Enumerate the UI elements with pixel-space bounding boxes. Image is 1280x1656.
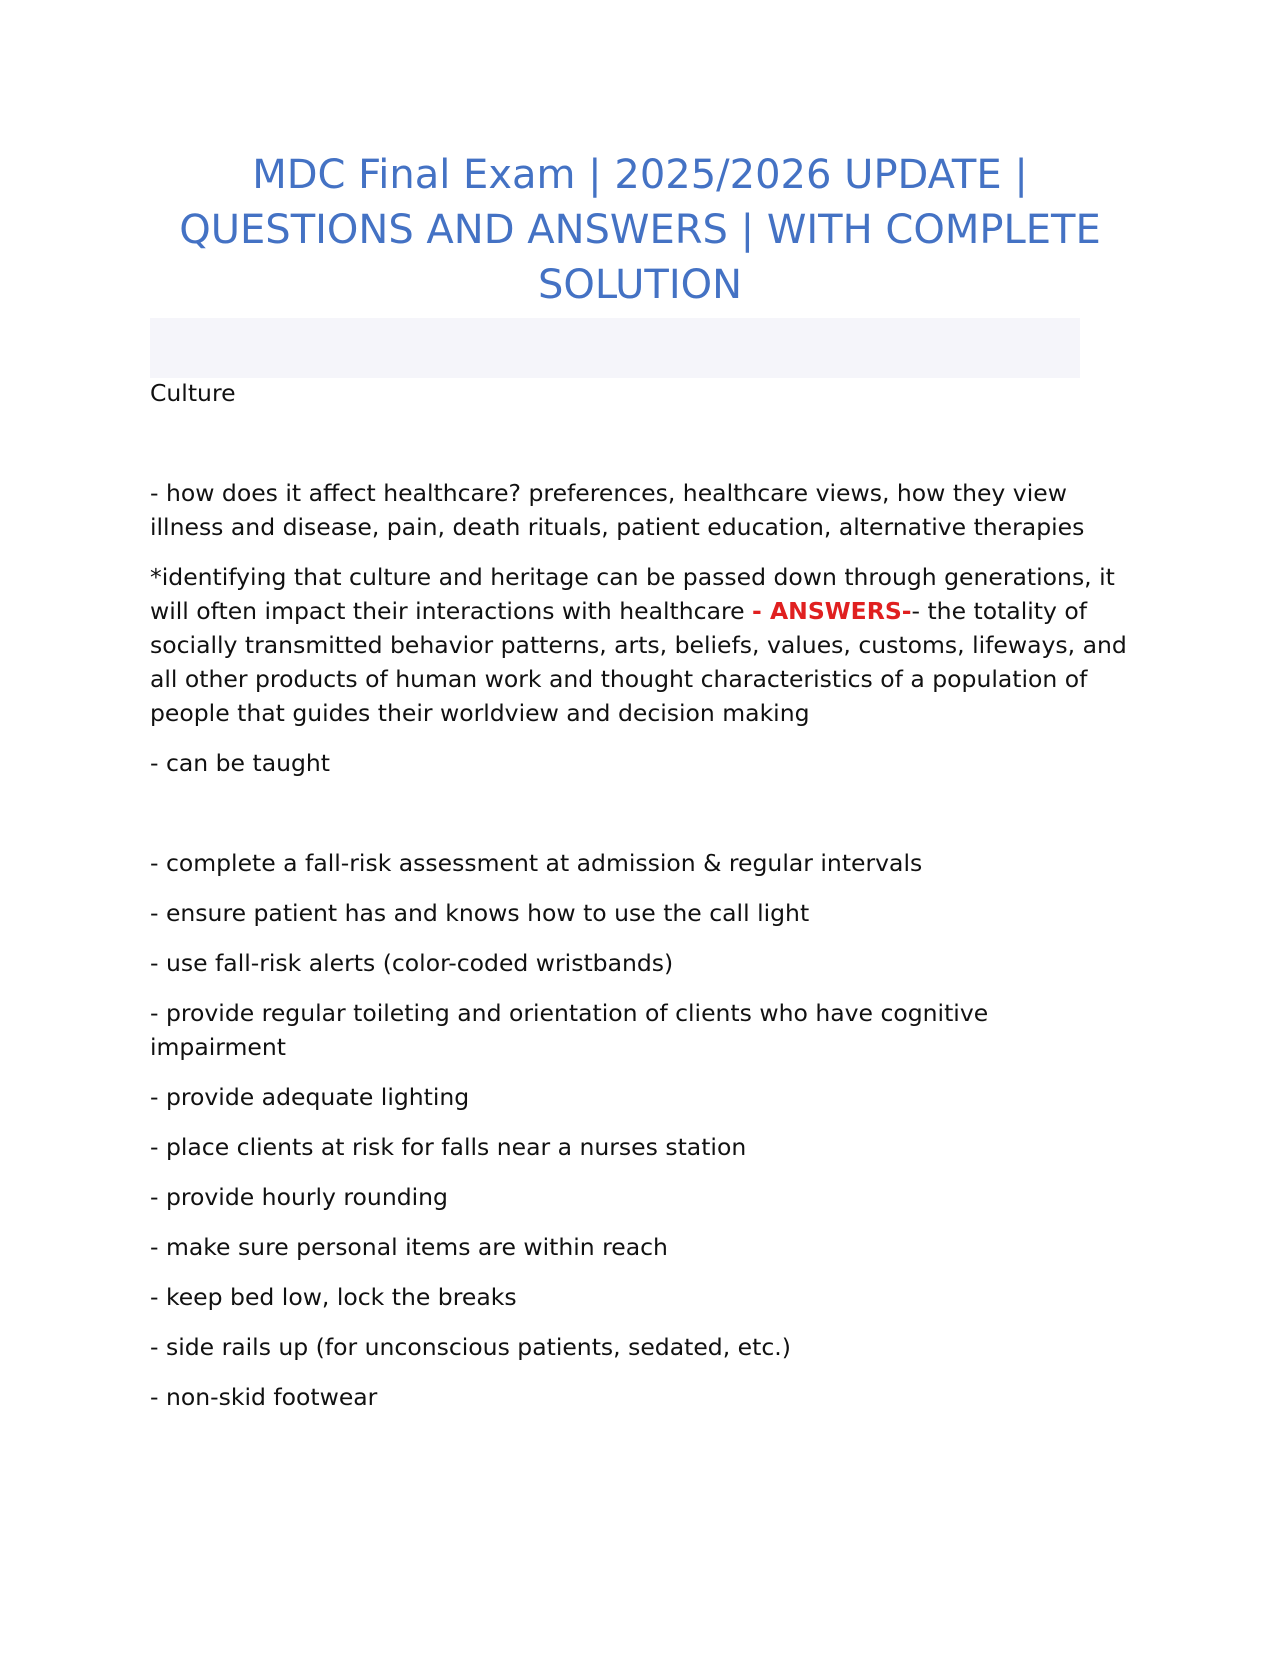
list-item: - keep bed low, lock the breaks xyxy=(150,1283,517,1311)
document-body xyxy=(150,376,1130,1430)
list-item: - use fall-risk alerts (color-coded wristbands) xyxy=(150,949,674,977)
question-line-1: - how does it affect healthcare? preferences, healthcare views, how they view illness and disease, pain, death rituals, patient education, alternative therapies xyxy=(150,479,1085,541)
header-band xyxy=(150,318,1080,378)
list-item: - ensure patient has and knows how to use the call light xyxy=(150,899,810,927)
list-item: - provide adequate lighting xyxy=(150,1083,470,1111)
document-title: MDC Final Exam | 2025/2026 UPDATE | QUESTIONS AND ANSWERS | WITH COMPLETE SOLUTION xyxy=(179,152,1101,308)
question-term: Culture xyxy=(150,379,236,407)
list-item: - side rails up (for unconscious patients, sedated, etc.) xyxy=(150,1333,791,1361)
answer-text: - the totality of socially transmitted behavior patterns, arts, beliefs, values, customs, lifeways, and all other products of human work and thought characteristics of a population of people that guides their worldview and decision making xyxy=(150,597,1127,727)
list-item: - provide regular toileting and orientation of clients who have cognitive impairment xyxy=(150,999,989,1061)
question-line-3: - can be taught xyxy=(150,749,331,777)
question-line-2 xyxy=(150,560,1130,730)
answers-marker: - ANSWERS- xyxy=(752,597,912,625)
list-item: - make sure personal items are within reach xyxy=(150,1233,668,1261)
list-item: - provide hourly rounding xyxy=(150,1183,448,1211)
spacer xyxy=(150,796,1130,846)
list-item: - non-skid footwear xyxy=(150,1383,378,1411)
spacer xyxy=(150,426,1130,476)
list-item: - complete a fall-risk assessment at admission & regular intervals xyxy=(150,849,923,877)
fall-prevention-list xyxy=(150,846,1130,1414)
list-item: - place clients at risk for falls near a nurses station xyxy=(150,1133,747,1161)
question-line-2-text: *identifying that culture and heritage can be passed down through generations, it will often impact their interactions with healthcare xyxy=(150,563,1115,625)
